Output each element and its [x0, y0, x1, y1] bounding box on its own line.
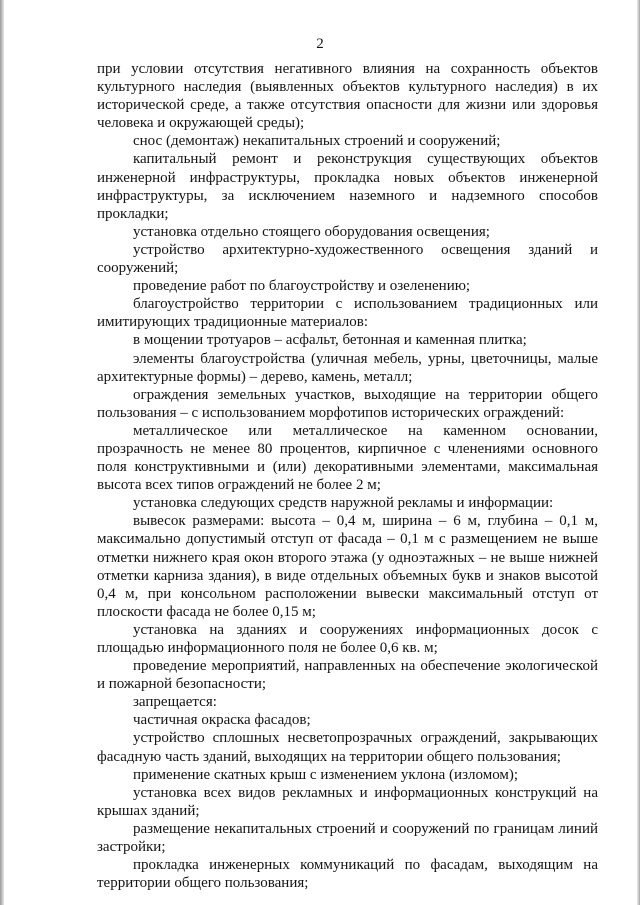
- paragraph: проведение мероприятий, направленных на обеспечение экологической и пожарной безопасности;: [97, 658, 598, 693]
- paragraph: установка следующих средств наружной рекламы и информации:: [133, 495, 554, 512]
- paragraph: установка отдельно стоящего оборудования освещения;: [133, 223, 490, 240]
- paragraph: установка всех видов рекламных и информационных конструкций на крышах зданий;: [97, 784, 598, 819]
- paragraph: запрещается:: [133, 694, 217, 711]
- paragraph: проведение работ по благоустройству и озеленению;: [133, 278, 471, 295]
- paragraph: благоустройство территории с использованием традиционных или имитирующих традиционные материалов:: [97, 296, 598, 331]
- paragraph: прокладка инженерных коммуникаций по фасадам, выходящим на территории общего пользования;: [97, 857, 598, 892]
- scan-left-edge: [0, 0, 4, 905]
- paragraph: устройство сплошных несветопрозрачных ограждений, закрывающих фасадную часть зданий, выходящих на территории общего пользования;: [97, 730, 598, 765]
- paragraph: элементы благоустройства (уличная мебель, урны, цветочницы, малые архитектурные формы) – дерево, камень, металл;: [97, 350, 598, 385]
- paragraph: применение скатных крыш с изменением уклона (изломом);: [133, 766, 519, 783]
- paragraph: размещение некапитальных строений и сооружений по границам линий застройки;: [97, 820, 598, 856]
- paragraph: устройство архитектурно-художественного освещения зданий и сооружений;: [97, 241, 598, 277]
- paragraph: вывесок размерами: высота – 0,4 м, ширина – 6 м, глубина – 0,1 м, максимально допустимый отступ от фасада – 0,1 м с размещением не выше отметки нижнего края окон второго этажа (у одноэтажных – не выше нижней отметки карниза здания), в виде отдельных объемных букв и знаков высотой 0,4 м, при консольном расположении вывески максимальный отступ от плоскости фасада не более 0,15 м;: [97, 513, 598, 620]
- paragraph: установка на зданиях и сооружениях информационных досок с площадью информационного поля не более 0,6 кв. м;: [97, 621, 598, 656]
- paragraph: ограждения земельных участков, выходящие на территории общего пользования – с использованием морфотипов исторических ограждений:: [97, 386, 598, 421]
- paragraph: частичная окраска фасадов;: [133, 712, 311, 729]
- document-body: [97, 60, 598, 892]
- paragraph: металлическое или металлическое на каменном основании, прозрачность не менее 80 процентов, кирпичное с членениями основного поля конструктивными и (или) декоративными элементами, максимальная высота всех типов ограждений не более 2 м;: [97, 422, 598, 494]
- paragraph: в мощении тротуаров – асфальт, бетонная и каменная плитка;: [133, 332, 527, 349]
- paragraph: капитальный ремонт и реконструкция существующих объектов инженерной инфраструктуры, прокладка новых объектов инженерной инфраструктуры, за исключением наземного и надземного способов прокладки;: [97, 151, 598, 222]
- paragraph: при условии отсутствия негативного влияния на сохранность объектов культурного наследия (выявленных объектов культурного наследия) в их исторической среде, а также отсутствия опасности для жизни или здоровья человека и окружающей среды);: [97, 61, 598, 132]
- paragraph: снос (демонтаж) некапитальных строений и сооружений;: [133, 133, 501, 150]
- page-number: 2: [316, 36, 324, 52]
